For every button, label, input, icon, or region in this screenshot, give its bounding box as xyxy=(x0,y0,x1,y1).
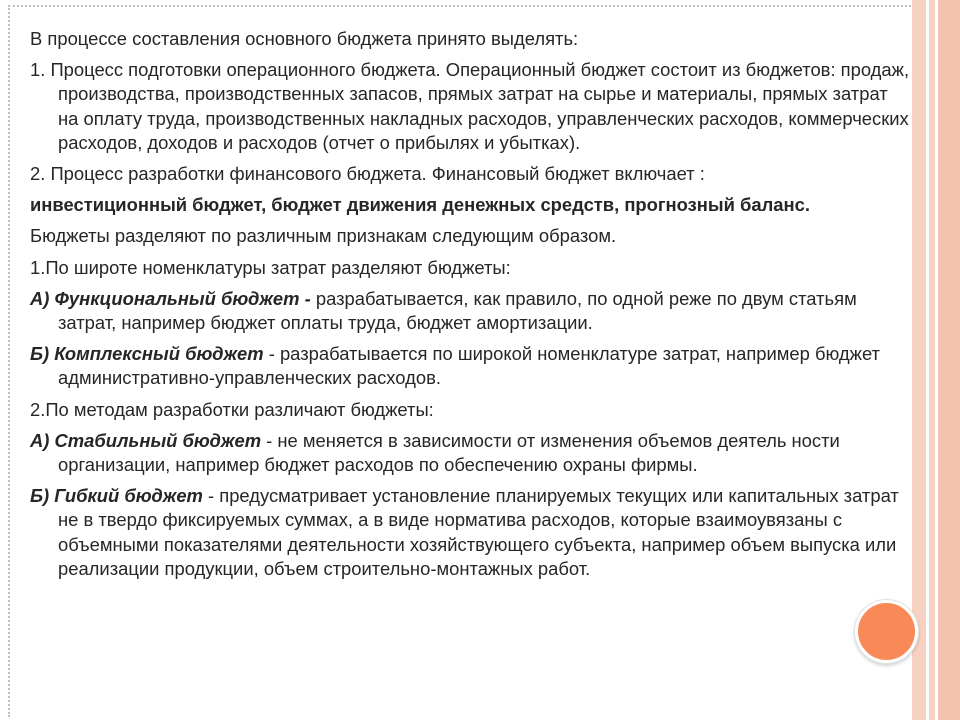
flexible-budget-term: Б) Гибкий бюджет xyxy=(30,485,203,507)
decor-stripe xyxy=(938,0,960,720)
decor-stripe xyxy=(912,0,926,720)
classification-paragraph: Бюджеты разделяют по различным признакам следующим образом. xyxy=(30,225,617,247)
stable-budget-term: А) Стабильный бюджет xyxy=(30,429,262,451)
financial-budget-components: инвестиционный бюджет, бюджет движения денежных средств, прогнозный баланс. xyxy=(30,194,810,216)
functional-budget-term: А) Функциональный бюджет - xyxy=(30,287,311,309)
complex-budget-term: Б) Комплексный бюджет xyxy=(30,343,264,365)
stable-budget-item xyxy=(30,429,910,477)
complex-budget-description: - разрабатывается по широкой номенклатуре затрат, например бюджет административно-управленческих расходов. xyxy=(58,343,880,389)
complex-budget-item xyxy=(30,342,910,390)
frame-left-border xyxy=(8,5,10,717)
frame-top-border xyxy=(8,5,911,7)
flexible-budget-description: - предусматривает установление планируемых текущих или капитальных затрат не в твердо фиксируемых суммах, а в виде норматива расходов, которые взаимоувязаны с объемными показателями деятельности хозяйствующего субъекта, например объем выпуска или реализации продукции, объем строительно-монтажных работ. xyxy=(58,485,899,579)
nomenclature-heading: 1.По широте номенклатуры затрат разделяют бюджеты: xyxy=(30,256,511,278)
operational-budget-paragraph: 1. Процесс подготовки операционного бюджета. Операционный бюджет состоит из бюджетов: продаж, производства, производственных запасов, прямых затрат на сырье и материалы, прямых затрат на оплату труда, производственных накладных расходов, управленческих расходов, коммерческих расходов, доходов и расходов (отчет о прибылях и убытках). xyxy=(30,59,910,153)
slide-content xyxy=(30,27,910,588)
functional-budget-description: разрабатывается, как правило, по одной реже по двум статьям затрат, например бюджет оплаты труда, бюджет амортизации. xyxy=(58,287,857,334)
flexible-budget-item xyxy=(30,484,910,581)
stable-budget-description: - не меняется в зависимости от изменения объемов деятель ности организации, например бюджет расходов по обеспечению охраны фирмы. xyxy=(58,429,840,476)
intro-paragraph: В процессе составления основного бюджета принято выделять: xyxy=(30,28,579,49)
financial-budget-paragraph: 2. Процесс разработки финансового бюджета. Финансовый бюджет включает : xyxy=(30,163,705,185)
methods-heading: 2.По методам разработки различают бюджеты: xyxy=(30,398,434,420)
decorative-orange-circle xyxy=(855,600,918,663)
functional-budget-item xyxy=(30,287,910,335)
